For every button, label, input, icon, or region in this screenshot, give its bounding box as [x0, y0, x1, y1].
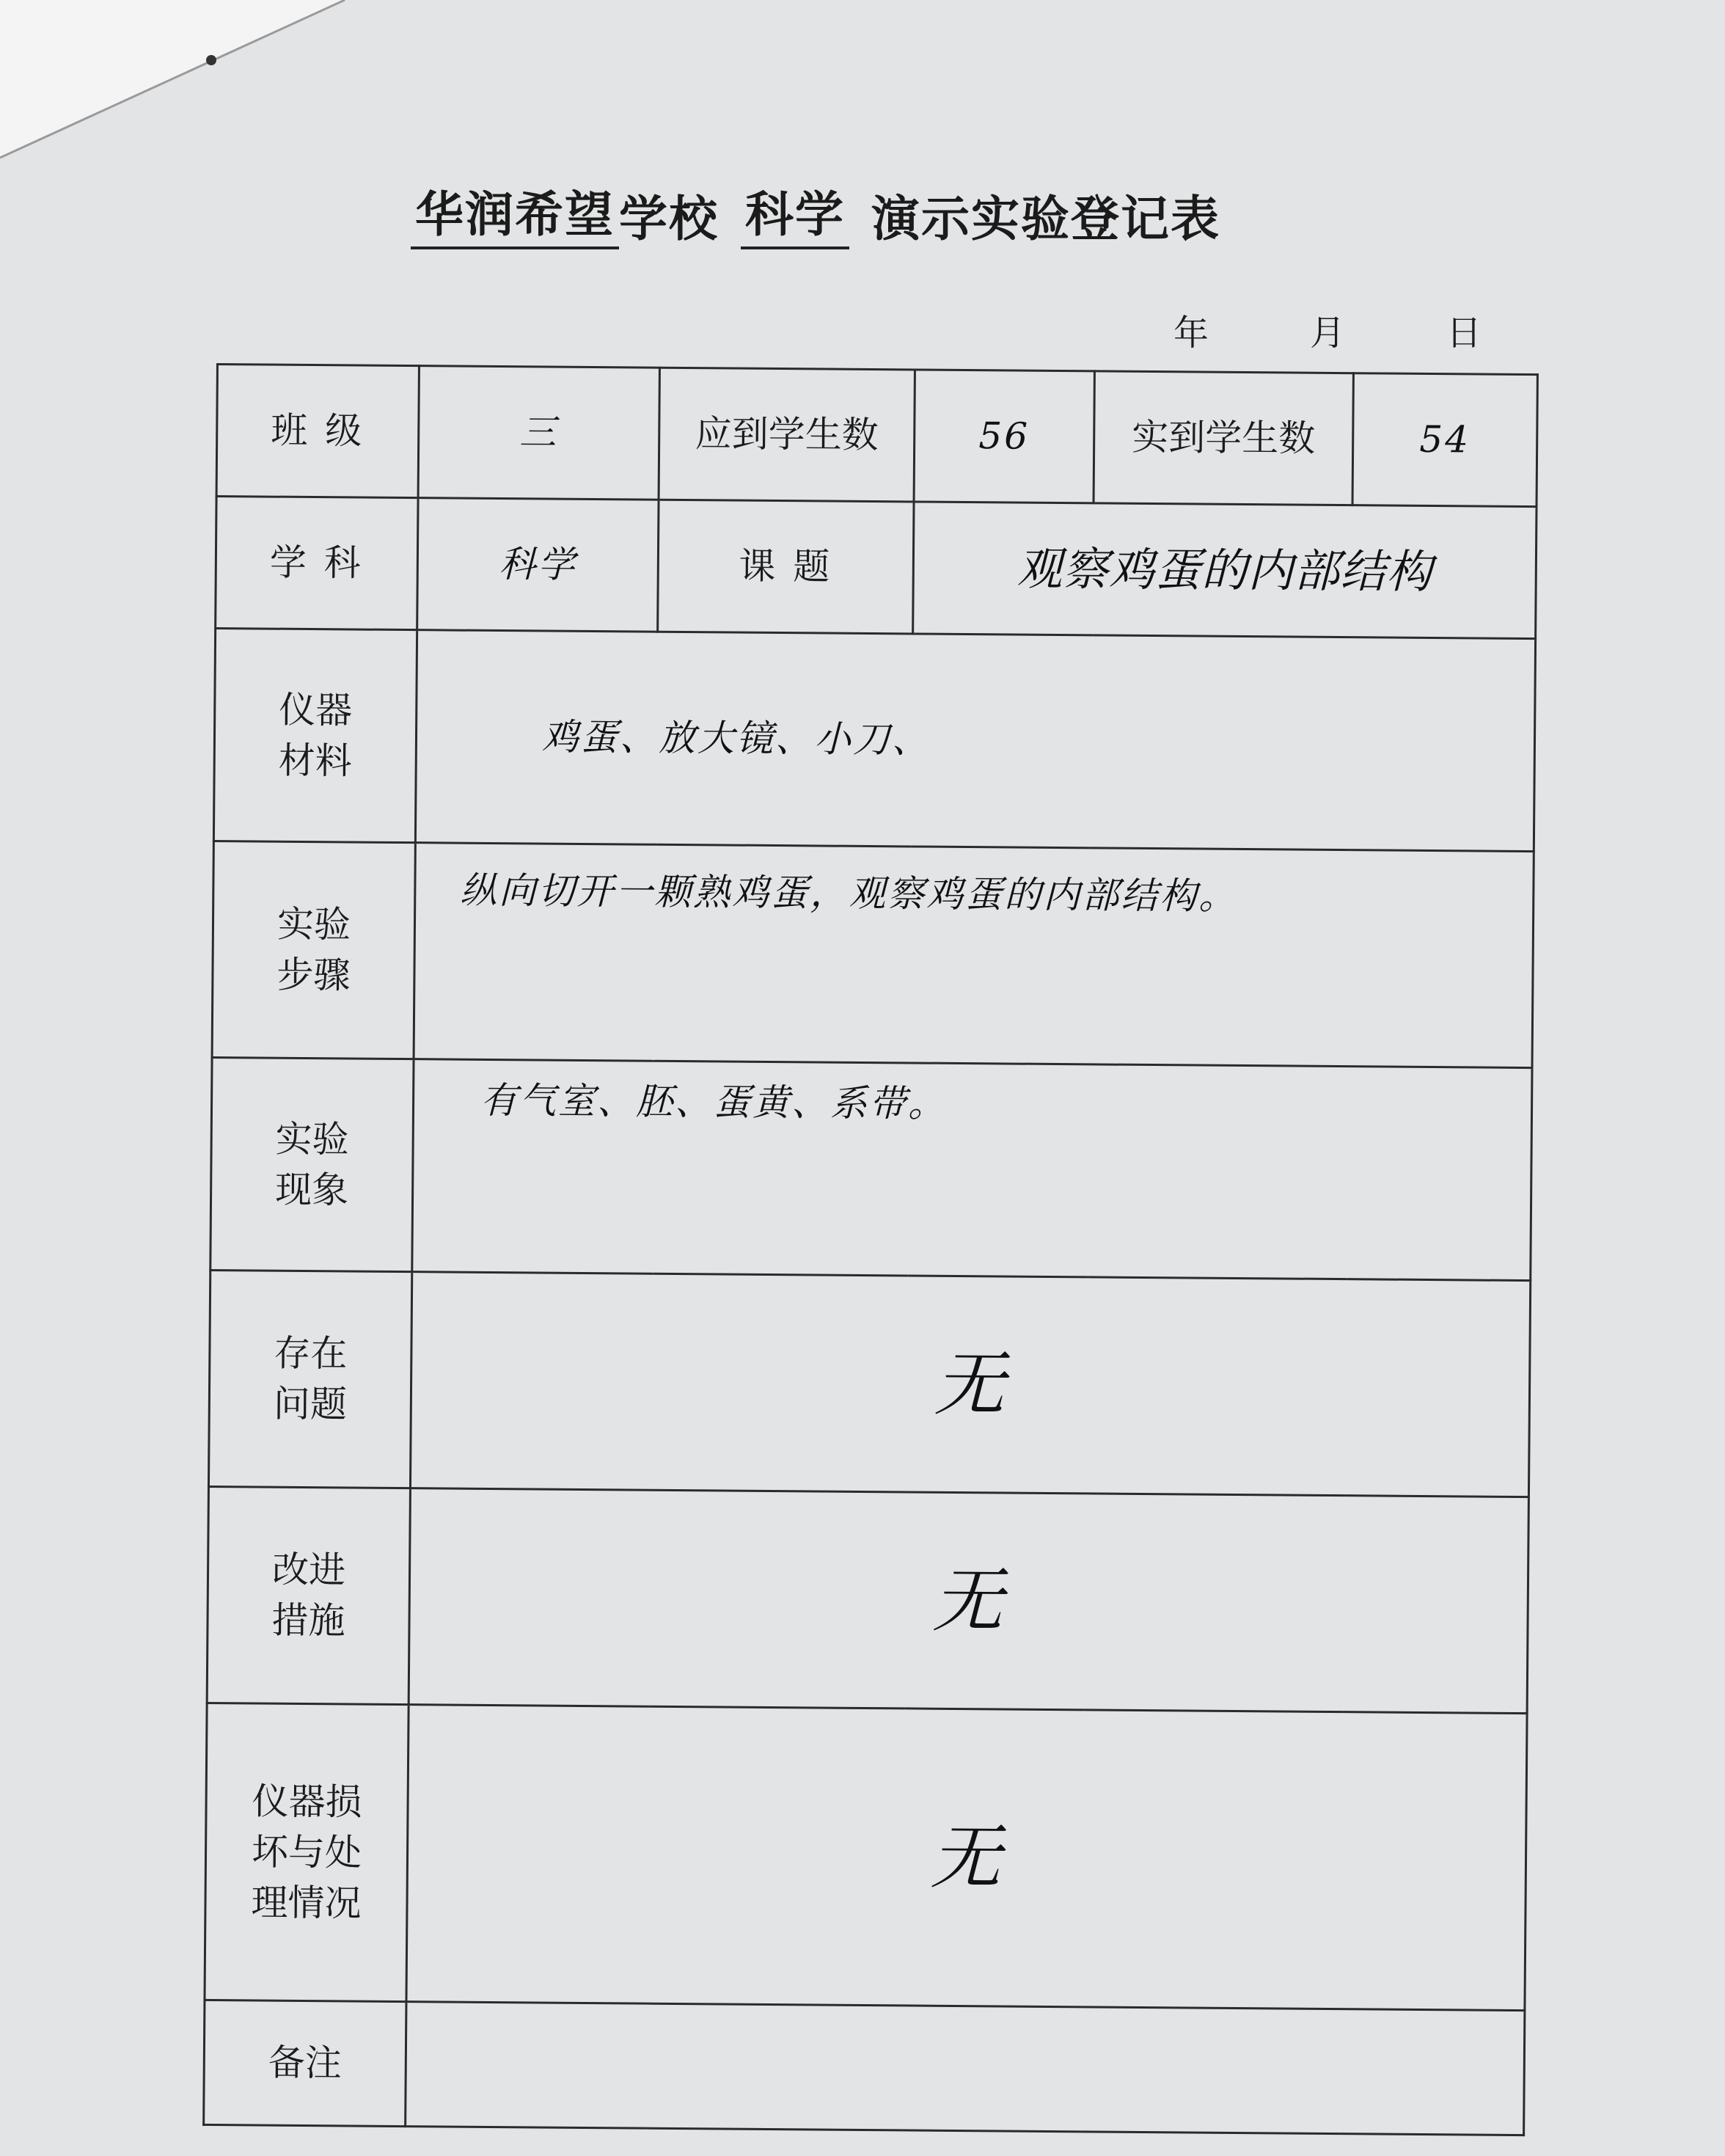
phenomena-value: 有气室、胚、蛋黄、系带。 — [412, 1059, 1532, 1281]
problems-row — [208, 1270, 1530, 1497]
damage-label: 仪器损 坏与处 理情况 — [205, 1703, 409, 2001]
remarks-row — [204, 2000, 1525, 2135]
actual-students-value: 54 — [1352, 373, 1537, 507]
school-name: 华润希望 — [411, 175, 619, 249]
document-name: 演示实验登记表 — [871, 191, 1220, 247]
expected-students-label: 应到学生数 — [659, 368, 915, 502]
steps-label: 实验 步骤 — [212, 841, 415, 1059]
month-label: 月 — [1309, 313, 1345, 354]
date-line — [1173, 304, 1482, 354]
problems-label: 存在 问题 — [208, 1270, 411, 1488]
class-value: 三 — [418, 366, 659, 500]
problems-value: 无 — [410, 1272, 1530, 1497]
subject-row — [216, 497, 1537, 639]
paper-corner-edge — [0, 0, 367, 169]
damage-row — [205, 1703, 1527, 2010]
subject-label: 学 科 — [216, 497, 418, 630]
day-label: 日 — [1446, 313, 1482, 354]
school-suffix: 学校 — [619, 191, 719, 247]
steps-value: 纵向切开一颗熟鸡蛋，观察鸡蛋的内部结构。 — [414, 843, 1534, 1068]
improvements-row — [207, 1486, 1528, 1713]
class-label: 班 级 — [216, 365, 419, 498]
improvements-value: 无 — [409, 1488, 1528, 1714]
form-title — [411, 183, 1438, 249]
materials-value: 鸡蛋、放大镜、小刀、 — [415, 630, 1535, 852]
phenomena-label: 实验 现象 — [210, 1057, 414, 1271]
topic-value: 观察鸡蛋的内部结构 — [913, 502, 1537, 639]
expected-students-value: 56 — [914, 370, 1094, 503]
actual-students-label: 实到学生数 — [1094, 371, 1353, 505]
materials-row — [213, 629, 1535, 852]
damage-value: 无 — [406, 1705, 1527, 2011]
subject-value: 科学 — [417, 498, 659, 632]
remarks-value — [406, 2002, 1525, 2135]
class-row — [216, 365, 1537, 507]
steps-row — [212, 841, 1534, 1067]
remarks-label: 备注 — [204, 2000, 406, 2126]
materials-label: 仪器 材料 — [213, 629, 417, 843]
topic-label: 课 题 — [658, 500, 914, 634]
year-label: 年 — [1173, 313, 1209, 354]
improvements-label: 改进 措施 — [207, 1486, 410, 1704]
register-table — [202, 363, 1539, 2136]
subject-name: 科学 — [741, 175, 849, 249]
phenomena-row — [210, 1057, 1532, 1280]
